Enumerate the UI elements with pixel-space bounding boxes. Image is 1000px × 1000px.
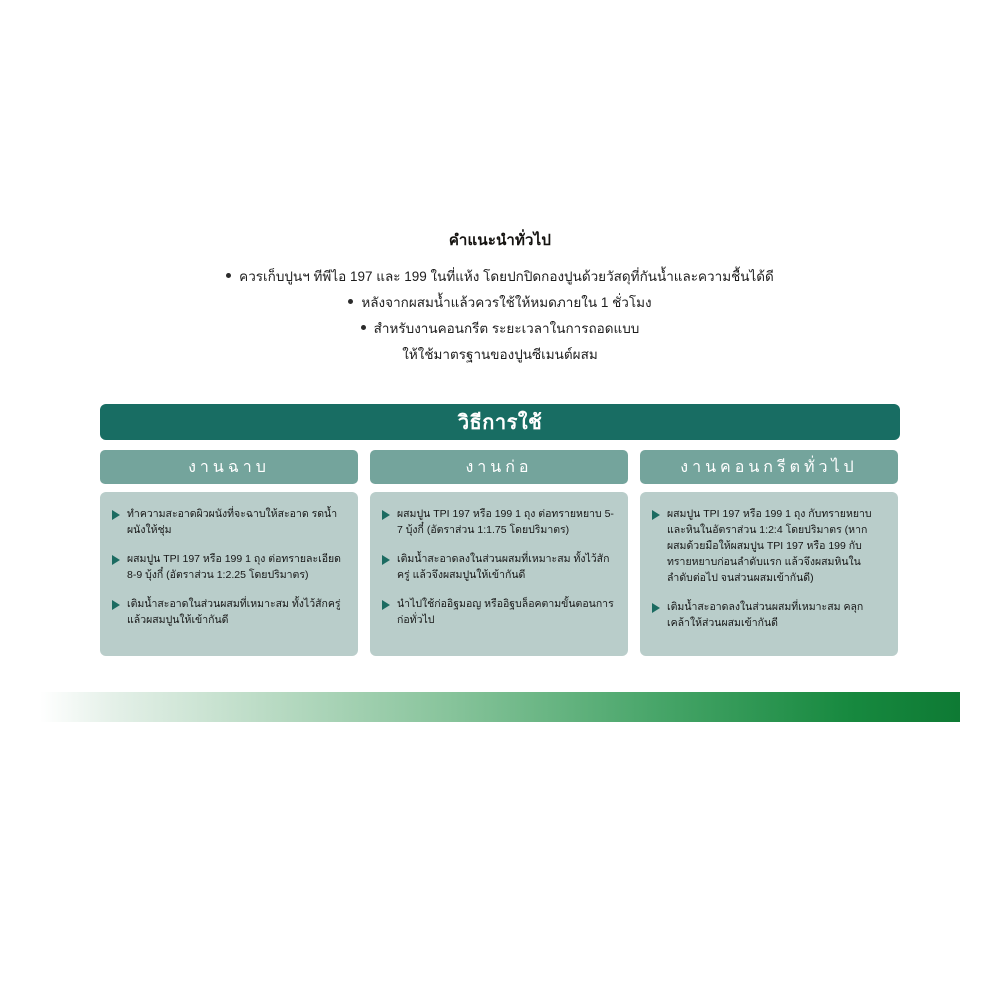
column-concrete xyxy=(640,450,898,656)
list-item-text: เติมน้ำสะอาดลงในส่วนผสมที่เหมาะสม คลุกเคล้าให้ส่วนผสมเข้ากันดี xyxy=(667,601,864,629)
triangle-bullet-icon xyxy=(112,600,120,610)
list-item xyxy=(382,596,616,628)
general-bullet-item xyxy=(100,316,900,342)
column-masonry xyxy=(370,450,628,656)
list-item xyxy=(112,596,346,628)
triangle-bullet-icon xyxy=(112,510,120,520)
list-item xyxy=(382,506,616,538)
list-item xyxy=(112,551,346,583)
general-bullet-text: ควรเก็บปูนฯ ทีพีไอ 197 และ 199 ในที่แห้ง โดยปกปิดกองปูนด้วยวัสดุที่กันน้ำและความชื้นได้ดี xyxy=(239,269,774,284)
how-to-use-columns xyxy=(100,450,900,656)
column-header: งานคอนกรีตทั่วไป xyxy=(640,450,898,484)
triangle-bullet-icon xyxy=(112,555,120,565)
list-item-text: เติมน้ำสะอาดลงในส่วนผสมที่เหมาะสม ทั้งไว้สักครู่ แล้วจึงผสมปูนให้เข้ากันดี xyxy=(397,553,610,581)
triangle-bullet-icon xyxy=(382,555,390,565)
triangle-bullet-icon xyxy=(382,600,390,610)
column-header: งานก่อ xyxy=(370,450,628,484)
general-bullet-item xyxy=(100,290,900,316)
list-item-text: ผสมปูน TPI 197 หรือ 199 1 ถุง ต่อทรายละเอียด 8-9 บุ้งกี๋ (อัตราส่วน 1:2.25 โดยปริมาตร) xyxy=(127,553,341,581)
list-item-text: นำไปใช้ก่ออิฐมอญ หรืออิฐบล็อคตามขั้นตอนการก่อทั่วไป xyxy=(397,598,614,626)
general-bullet-text: สำหรับงานคอนกรีต ระยะเวลาในการถอดแบบ xyxy=(373,321,640,336)
decorative-gradient-bar xyxy=(40,692,960,722)
triangle-bullet-icon xyxy=(382,510,390,520)
column-body xyxy=(370,492,628,656)
column-body xyxy=(100,492,358,656)
list-item xyxy=(112,506,346,538)
how-to-use-banner: วิธีการใช้ xyxy=(100,404,900,440)
general-subline: ให้ใช้มาตรฐานของปูนซีเมนต์ผสม xyxy=(402,347,598,362)
list-item-text: ผสมปูน TPI 197 หรือ 199 1 ถุง ต่อทรายหยาบ 5-7 บุ้งกี๋ (อัตราส่วน 1:1.75 โดยปริมาตร) xyxy=(397,508,614,536)
triangle-bullet-icon xyxy=(652,510,660,520)
triangle-bullet-icon xyxy=(652,603,660,613)
general-recommendations-section xyxy=(100,228,900,368)
general-bullet-item xyxy=(100,264,900,290)
column-body xyxy=(640,492,898,656)
list-item-text: ผสมปูน TPI 197 หรือ 199 1 ถุง กับทรายหยาบและหินในอัตราส่วน 1:2:4 โดยปริมาตร (หากผสมด้วยมือให้ผสมปูน TPI 197 หรือ 199 กับทรายหยาบก่อนลำดับแรก แล้วจึงผสมหินในลำดับต่อไป จนส่วนผสมเข้ากันดี) xyxy=(667,508,872,584)
bullet-dot-icon xyxy=(348,299,353,304)
how-to-use-section xyxy=(100,404,900,656)
bullet-dot-icon xyxy=(226,273,231,278)
column-plastering xyxy=(100,450,358,656)
column-header: งานฉาบ xyxy=(100,450,358,484)
list-item xyxy=(652,599,886,631)
bullet-dot-icon xyxy=(361,325,366,330)
general-bullet-text: หลังจากผสมน้ำแล้วควรใช้ให้หมดภายใน 1 ชั่วโมง xyxy=(361,295,652,310)
list-item-text: ทำความสะอาดผิวผนังที่จะฉาบให้สะอาด รดน้ำผนังให้ชุ่ม xyxy=(127,508,338,536)
list-item xyxy=(382,551,616,583)
list-item xyxy=(652,506,886,586)
list-item-text: เติมน้ำสะอาดในส่วนผสมที่เหมาะสม ทั้งไว้สักครู่ แล้วผสมปูนให้เข้ากันดี xyxy=(127,598,341,626)
general-recommendations-title: คำแนะนำทั่วไป xyxy=(448,232,552,249)
